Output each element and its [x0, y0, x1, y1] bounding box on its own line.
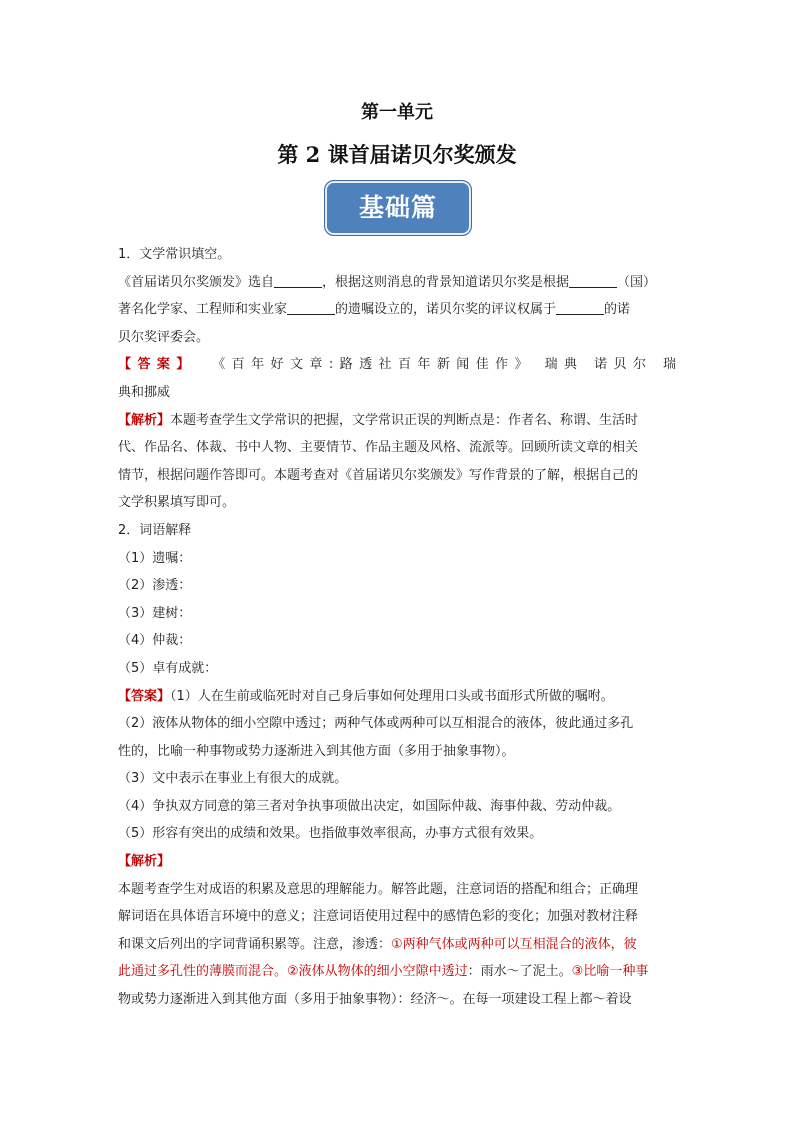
analysis-text: 文学积累填写即可。 — [118, 495, 236, 511]
question-1-text — [118, 296, 676, 324]
question-1-answer-cont: 典和挪威 — [118, 384, 171, 400]
fill-blank — [274, 273, 322, 288]
analysis-highlight: 此通过多孔性的薄膜而混合。②液体从物体的细小空隙中透过 — [118, 964, 468, 980]
question-2-item: （4）仲裁： — [118, 633, 192, 649]
section-badge: 基础篇 — [324, 180, 472, 236]
q1-text: ，根据这则消息的背景知道诺贝尔奖是根据 — [322, 274, 570, 290]
analysis-label: 【解析】 — [118, 854, 171, 870]
question-2-item: （1）遗嘱： — [118, 550, 192, 566]
answer-text: （1）人在生前或临死时对自己身后事如何处理用口头或书面形式所做的嘱咐。 — [170, 688, 614, 704]
analysis-highlight: ③比喻一种事 — [571, 964, 649, 980]
analysis-text: 本题考查学生对成语的积累及意思的理解能力。解答此题，注意词语的搭配和组合；正确理 — [118, 881, 639, 897]
document-body — [118, 241, 676, 1014]
analysis-label: 【解析】 — [118, 412, 171, 428]
question-2-title: 2．词语解释 — [118, 522, 192, 538]
analysis-text: 代、作品名、体裁、书中人物、主要情节、作品主题及风格、流派等。回顾所读文章的相关 — [118, 440, 639, 456]
answer-text: 性的，比喻一种事物或势力逐渐进入到其他方面（多用于抽象事物）。 — [118, 743, 515, 759]
q1-text: 《首届诺贝尔奖颁发》选自 — [118, 274, 275, 290]
answer-text: （5）形容有突出的成绩和效果。也指做事效率很高，办事方式很有效果。 — [118, 826, 543, 842]
question-2-item: （2）渗透： — [118, 578, 192, 594]
q1-text: 的遗嘱设立的，诺贝尔奖的评议权属于 — [335, 302, 557, 318]
analysis-text: ：雨水～了泥土。 — [467, 964, 572, 980]
answer-label: 【答案】 — [118, 688, 171, 704]
fill-blank — [569, 273, 617, 288]
question-1-text — [118, 269, 676, 297]
analysis-text: 和课文后列出的字词背诵积累等。注意，渗透： — [118, 936, 392, 952]
q1-text: 的诺 — [604, 302, 631, 318]
analysis-highlight: ①两种气体或两种可以互相混合的液体，彼 — [391, 936, 637, 952]
question-1-text: 贝尔奖评委会。 — [118, 329, 210, 345]
fill-blank — [287, 300, 335, 315]
question-1-title: 1．文学常识填空。 — [118, 247, 231, 262]
question-2-item: （5）卓有成就： — [118, 660, 218, 676]
question-2-answer — [118, 683, 676, 711]
answer-item: 瑞典 — [544, 357, 584, 373]
answer-item: 《百年好文章:路透社百年新闻佳作》 — [205, 357, 535, 373]
answer-item: 诺贝尔 — [594, 357, 653, 373]
analysis-text: 物或势力逐渐进入到其他方面（多用于抽象事物）：经济～。在每一项建设工程上都～着设 — [118, 992, 632, 1008]
answer-item: 瑞 — [662, 357, 676, 373]
analysis-text — [118, 931, 676, 959]
answer-text: （4）争执双方同意的第三者对争执事项做出决定，如国际仲裁、海事仲裁、劳动仲裁。 — [118, 798, 621, 814]
question-2-item: （3）建树： — [118, 605, 192, 621]
answer-label: 【答案】 — [118, 357, 196, 373]
unit-title: 第一单元 — [361, 102, 433, 123]
answer-text: （3）文中表示在事业上有很大的成就。 — [118, 771, 348, 787]
question-2-analysis-label — [118, 848, 676, 876]
q1-text: 著名化学家、工程师和实业家 — [118, 302, 288, 318]
fill-blank — [556, 300, 604, 315]
lesson-title: 第 2 课首届诺贝尔奖颁发 — [277, 142, 517, 167]
analysis-text: 本题考查学生文学常识的把握，文学常识正误的判断点是：作者名、称谓、生活时 — [170, 412, 639, 428]
analysis-text: 解词语在具体语言环境中的意义；注意词语使用过程中的感情色彩的变化；加强对教材注释 — [118, 909, 639, 925]
analysis-text: 情节，根据问题作答即可。本题考查对《首届诺贝尔奖颁发》写作背景的了解，根据自己的 — [118, 467, 639, 483]
question-1-answer — [118, 351, 676, 379]
answer-text: （2）液体从物体的细小空隙中透过；两种气体或两种可以互相混合的液体，彼此通过多孔 — [118, 716, 634, 732]
analysis-text — [118, 958, 676, 986]
question-1-analysis — [118, 407, 676, 435]
q1-text: （国） — [617, 274, 657, 290]
